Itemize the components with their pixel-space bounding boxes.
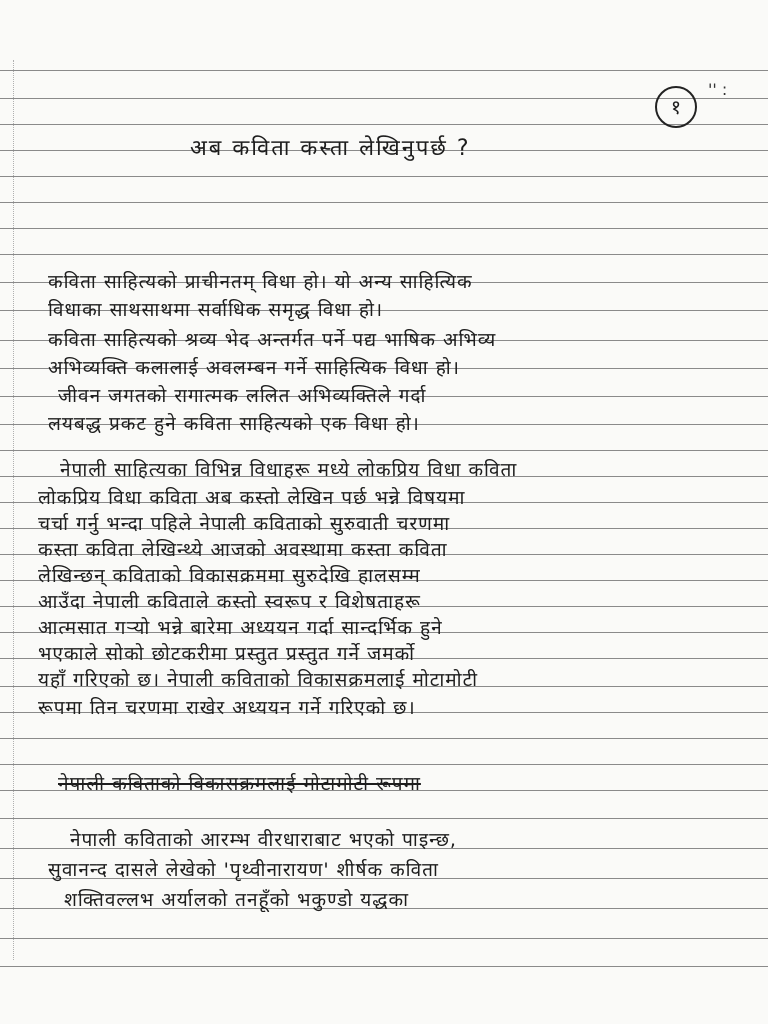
text-line: नेपाली कविताको आरम्भ वीरधाराबाट भएको पाइन्छ,	[70, 829, 457, 851]
ruled-line	[0, 176, 768, 177]
section-heading: नेपाली कविताको विकासक्रमलाई मोटामोटी रूपमा	[58, 773, 421, 795]
text-line: यहाँ गरिएको छ। नेपाली कविताको विकासक्रमलाई मोटामोटी	[38, 669, 479, 691]
text-line: जीवन जगतको रागात्मक ललित अभिव्यक्तिले गर्दा	[58, 385, 427, 407]
ruled-line	[0, 966, 768, 967]
page-number: १	[655, 86, 697, 128]
ruled-line	[0, 450, 768, 451]
text-line: रूपमा तिन चरणमा राखेर अध्ययन गर्ने गरिएको छ।	[38, 697, 416, 719]
text-line: नेपाली साहित्यका विभिन्न विधाहरू मध्ये लोकप्रिय विधा कविता	[60, 459, 518, 481]
ruled-line	[0, 124, 768, 125]
ruled-line	[0, 938, 768, 939]
text-line: लोकप्रिय विधा कविता अब कस्तो लेखिन पर्छ भन्ने विषयमा	[38, 487, 466, 509]
text-line: विधाका साथसाथमा सर्वाधिक समृद्ध विधा हो।	[48, 299, 384, 321]
margin-line	[13, 60, 17, 960]
ruled-line	[0, 254, 768, 255]
text-line: आउँदा नेपाली कविताले कस्तो स्वरूप र विशेषताहरू	[38, 591, 421, 613]
text-line: चर्चा गर्नु भन्दा पहिले नेपाली कविताको सुरुवाती चरणमा	[38, 513, 451, 535]
text-line: अभिव्यक्ति कलालाई अवलम्बन गर्ने साहित्यिक विधा हो।	[48, 357, 460, 379]
text-line: भएकाले सोको छोटकरीमा प्रस्तुत प्रस्तुत गर्ने जमर्को	[38, 643, 416, 665]
page-title: अब कविता कस्ता लेखिनुपर्छ ?	[190, 136, 471, 161]
ruled-line	[0, 70, 768, 71]
ruled-line	[0, 738, 768, 739]
ruled-line	[0, 202, 768, 203]
ruled-line	[0, 98, 768, 99]
text-line: कस्ता कविता लेखिन्थ्ये आजको अवस्थामा कस्ता कविता	[38, 539, 448, 561]
text-line: शक्तिवल्लभ अर्यालको तनहूँको भकुण्डो यद्धका	[64, 889, 409, 911]
text-line: आत्मसात गऱ्यो भन्ने बारेमा अध्ययन गर्दा सान्दर्भिक हुने	[38, 617, 443, 639]
text-line: लयबद्ध प्रकट हुने कविता साहित्यको एक विधा हो।	[48, 413, 420, 435]
ruled-line	[0, 764, 768, 765]
corner-marks: '' :	[708, 80, 728, 99]
text-line: कविता साहित्यको प्राचीनतम् विधा हो। यो अन्य साहित्यिक	[48, 271, 473, 293]
ruled-line	[0, 228, 768, 229]
ruled-line	[0, 818, 768, 819]
text-line: लेखिन्छन् कविताको विकासक्रममा सुरुदेखि हालसम्म	[38, 565, 421, 587]
text-line: सुवानन्द दासले लेखेको 'पृथ्वीनारायण' शीर्षक कविता	[48, 859, 439, 881]
text-line: कविता साहित्यको श्रव्य भेद अन्तर्गत पर्ने पद्य भाषिक अभिव्य	[48, 329, 497, 351]
